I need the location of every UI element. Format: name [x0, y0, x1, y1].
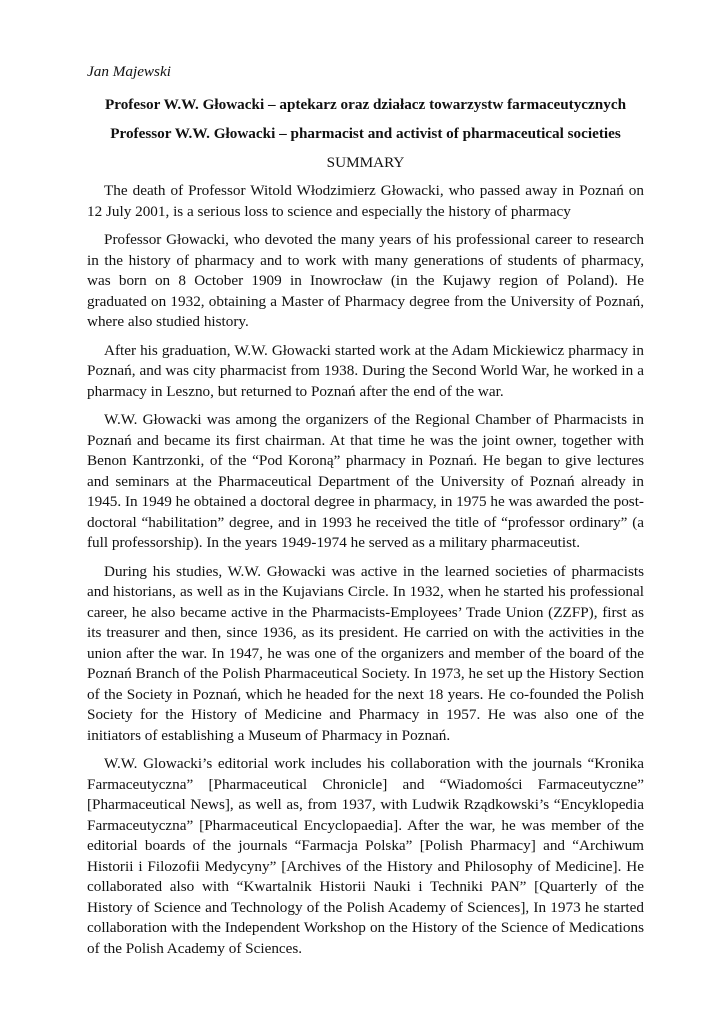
- title-polish: Profesor W.W. Głowacki – aptekarz oraz działacz towarzystw farmaceutycznych: [104, 95, 627, 113]
- summary-paragraph: During his studies, W.W. Głowacki was active in the learned societies of pharmacists and historians, as well as in the Kujavians Circle. In 1932, when he started his professional career, he also became active in the Pharmacists-Employees’ Trade Union (ZZFP), first as its treasurer and then, since 1936, as its president. He carried on with the activities in the union after the war. In 1947, he was one of the organizers and member of the board of the Poznań Branch of the Polish Pharmaceutical Society. In 1973, he set up the History Section of the Society in Poznań, which he headed for the next 18 years. He co-founded the Polish Society for the History of Medicine and Pharmacy in 1957. He was also one of the initiators of establishing a Museum of Pharmacy in Poznań.: [87, 562, 644, 744]
- summary-paragraph: After his graduation, W.W. Głowacki started work at the Adam Mickiewicz pharmacy in Poznań, and was city pharmacist from 1938. During the Second World War, he worked in a pharmacy in Leszno, but returned to Poznań after the end of the war.: [87, 341, 644, 400]
- summary-heading: SUMMARY: [326, 153, 405, 171]
- author-name: Jan Majewski: [87, 63, 171, 80]
- article-page: [87, 62, 644, 967]
- summary-paragraph: W.W. Glowacki’s editorial work includes his collaboration with the journals “Kronika Farmaceutyczna” [Pharmaceutical Chronicle] and “Wiadomości Farmaceutyczne” [Pharmaceutical News], as well as, from 1937, with Ludwik Rządkowski’s “Encyklopedia Farmaceutyczna” [Pharmaceutical Encyclopaedia]. After the war, he was member of the editorial boards of the journals “Farmacja Polska” [Polish Pharmacy] and “Archiwum Historii i Filozofii Medycyny” [Archives of the History and Philosophy of Medicine]. He collaborated also with “Kwartalnik Historii Nauki i Techniki PAN” [Quarterly of the History of Science and Technology of the Polish Academy of Sciences], In 1973 he started collaboration with the Independent Workshop on the History of the Science of Medications of the Polish Academy of Sciences.: [87, 755, 644, 957]
- summary-paragraph: Professor Głowacki, who devoted the many years of his professional career to research in the history of pharmacy and to work with many generations of students of pharmacy, was born on 8 October 1909 in Inowrocław (in the Kujawy region of Poland). He graduated on 1932, obtaining a Master of Pharmacy degree from the University of Poznań, where also studied history.: [87, 231, 644, 330]
- summary-paragraph: W.W. Głowacki was among the organizers of the Regional Chamber of Pharmacists in Poznań and became its first chairman. At that time he was the joint owner, together with Benon Kantrzonki, of the “Pod Koroną” pharmacy in Poznań. He began to give lectures and seminars at the Pharmaceutical Department of the University of Poznań already in 1945. In 1949 he obtained a doctoral degree in pharmacy, in 1975 he was awarded the post-doctoral “habilitation” degree, and in 1993 he received the title of “professor ordinary” (a full professorship). In the years 1949-1974 he served as a military pharmaceutist.: [87, 411, 644, 551]
- title-english: Professor W.W. Głowacki – pharmacist and activist of pharmaceutical societies: [110, 125, 621, 142]
- summary-paragraph: The death of Professor Witold Włodzimierz Głowacki, who passed away in Poznań on 12 July 2001, is a serious loss to science and especially the history of pharmacy: [87, 182, 644, 220]
